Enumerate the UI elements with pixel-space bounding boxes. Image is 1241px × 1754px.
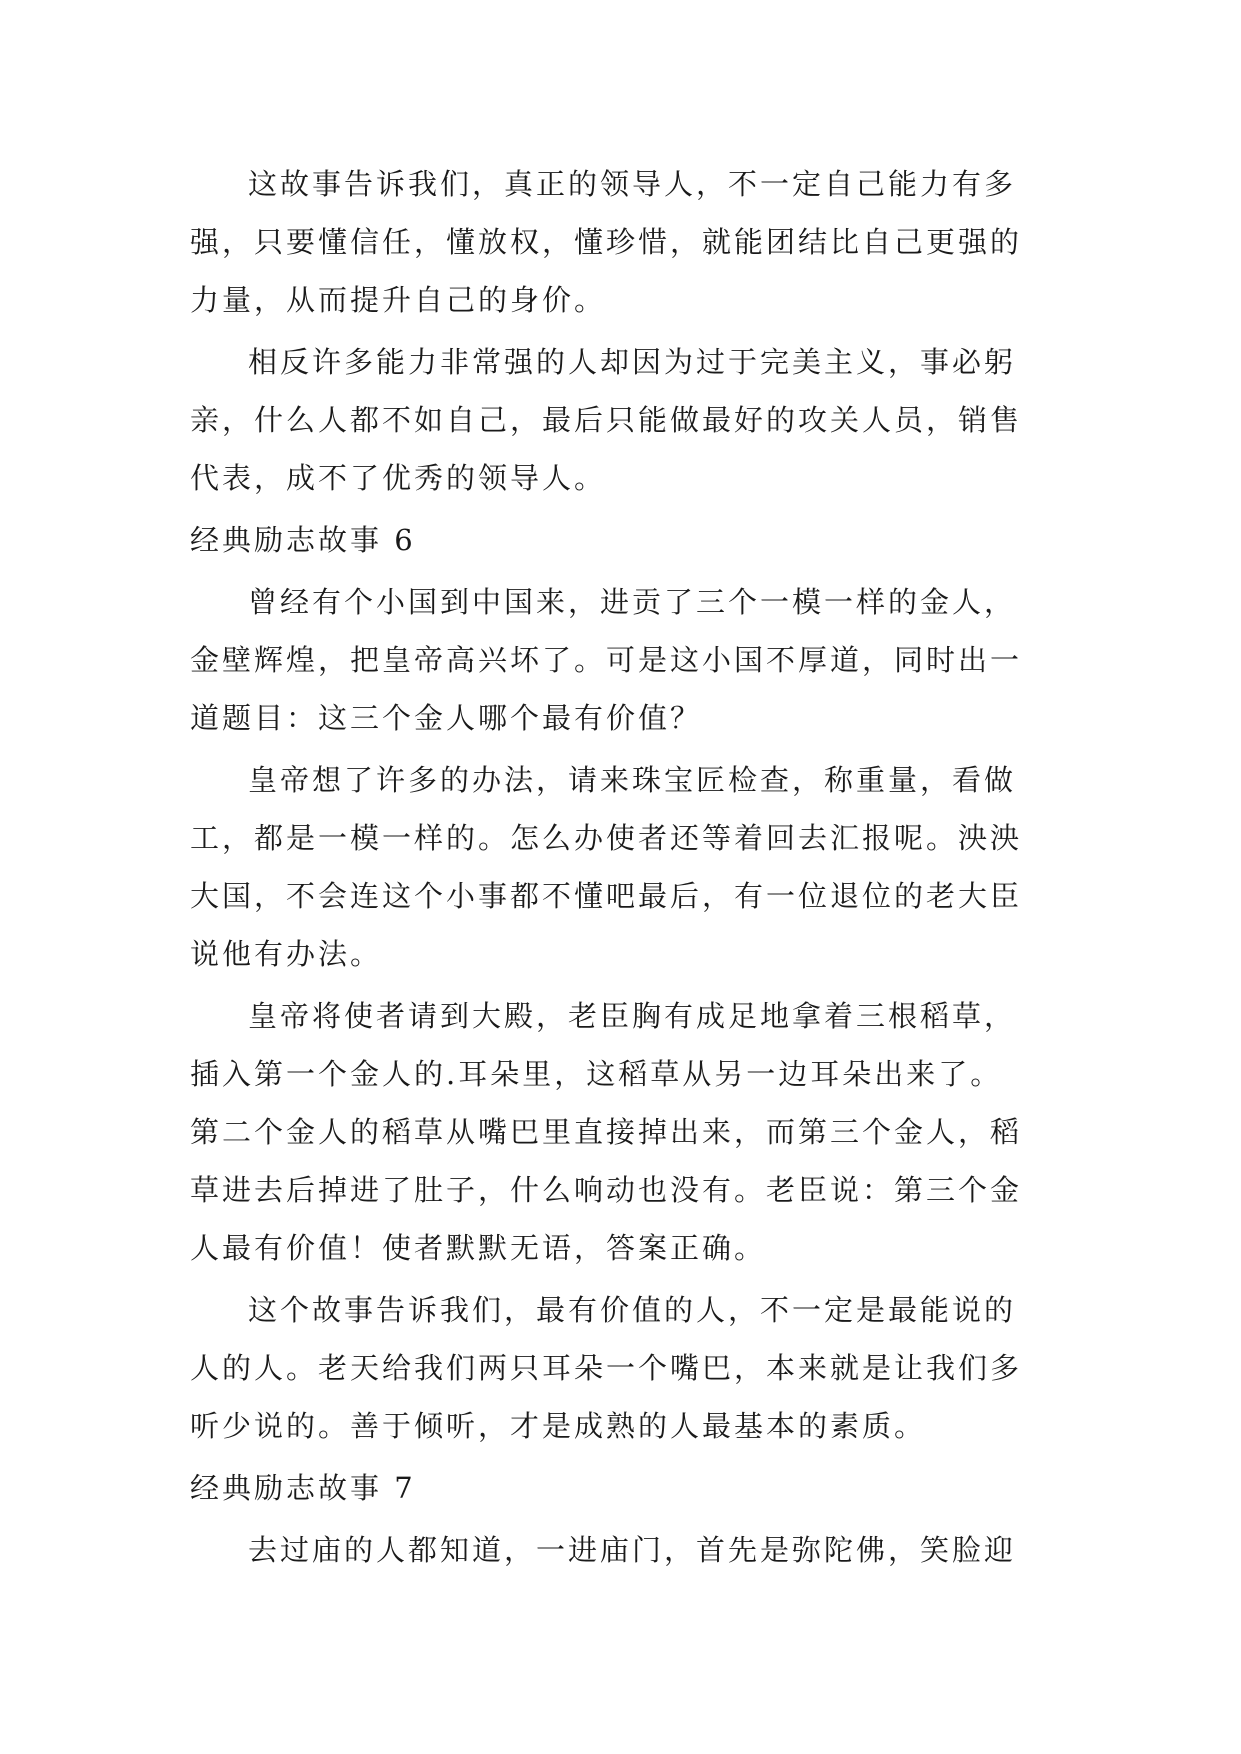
story-6-heading: 经典励志故事 6	[190, 523, 416, 557]
paragraph-straw-test: 皇帝将使者请到大殿，老臣胸有成足地拿着三根稻草， 插入第一个金人的.耳朵里，这稻草从另一边耳朵出来了。 第二个金人的稻草从嘴巴里直接掉出来，而第三个金人，稻 草进去后掉进了肚子，什么响动也没有。老臣说：第三个金 人最有价值！使者默默无语，答案正确。	[190, 999, 1023, 1265]
document-body	[190, 155, 1065, 1583]
paragraph-perfectionism: 相反许多能力非常强的人却因为过于完美主义，事必躬 亲，什么人都不如自己，最后只能做最好的攻关人员，销售 代表，成不了优秀的领导人。	[190, 345, 1023, 495]
paragraph-emperor-methods: 皇帝想了许多的办法，请来珠宝匠检查，称重量，看做 工，都是一模一样的。怎么办使者还等着回去汇报呢。泱泱 大国，不会连这个小事都不懂吧最后，有一位退位的老大臣 说他有办法。	[190, 763, 1023, 971]
paragraph-leadership-lesson: 这故事告诉我们，真正的领导人，不一定自己能力有多 强，只要懂信任，懂放权，懂珍惜，就能团结比自己更强的 力量，从而提升自己的身价。	[190, 167, 1023, 317]
paragraph-golden-statues: 曾经有个小国到中国来，进贡了三个一模一样的金人， 金壁辉煌，把皇帝高兴坏了。可是这小国不厚道，同时出一 道题目：这三个金人哪个最有价值？	[190, 585, 1023, 735]
paragraph-temple-start: 去过庙的人都知道，一进庙门，首先是弥陀佛，笑脸迎	[248, 1533, 1017, 1567]
story-7-heading: 经典励志故事 7	[190, 1471, 416, 1505]
paragraph-listening-lesson: 这个故事告诉我们，最有价值的人，不一定是最能说的 人的人。老天给我们两只耳朵一个嘴巴，本来就是让我们多 听少说的。善于倾听，才是成熟的人最基本的素质。	[190, 1293, 1023, 1443]
